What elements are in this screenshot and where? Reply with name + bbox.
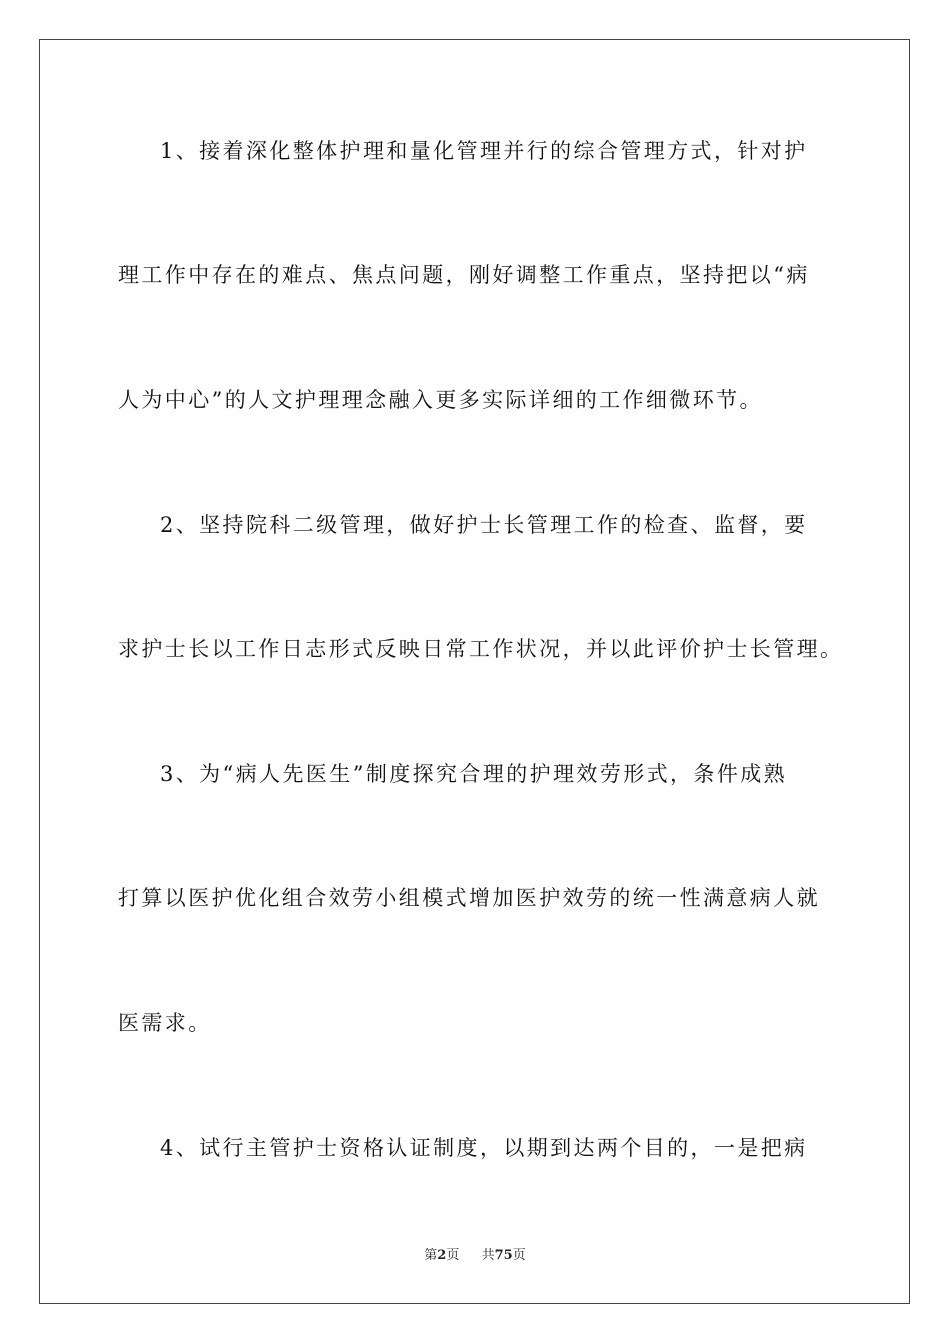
paragraph-line: 2、坚持院科二级管理，做好护士长管理工作的检查、监督，要 [160, 513, 808, 537]
paragraph-line: 1、接着深化整体护理和量化管理并行的综合管理方式，针对护 [160, 139, 808, 163]
paragraph-line: 打算以医护优化组合效劳小组模式增加医护效劳的统一性满意病人就 [118, 886, 820, 910]
paragraph-line: 医需求。 [118, 1011, 212, 1035]
paragraph-line: 人为中心”的人文护理理念融入更多实际详细的工作细微环节。 [118, 388, 763, 412]
page-border [39, 39, 910, 1304]
paragraph-line: 3、为“病人先医生”制度探究合理的护理效劳形式，条件成熟 [160, 762, 788, 786]
paragraph-line: 理工作中存在的难点、焦点问题，刚好调整工作重点，坚持把以“病 [118, 263, 810, 287]
paragraph-line: 求护士长以工作日志形式反映日常工作状况，并以此评价护士长管理。 [118, 637, 844, 661]
total-pages-label: 共75页 [481, 1248, 526, 1263]
page-number-label: 第2页 [424, 1248, 460, 1263]
paragraph-line: 4、试行主管护士资格认证制度，以期到达两个目的，一是把病 [160, 1136, 808, 1160]
page-footer [0, 1247, 950, 1265]
